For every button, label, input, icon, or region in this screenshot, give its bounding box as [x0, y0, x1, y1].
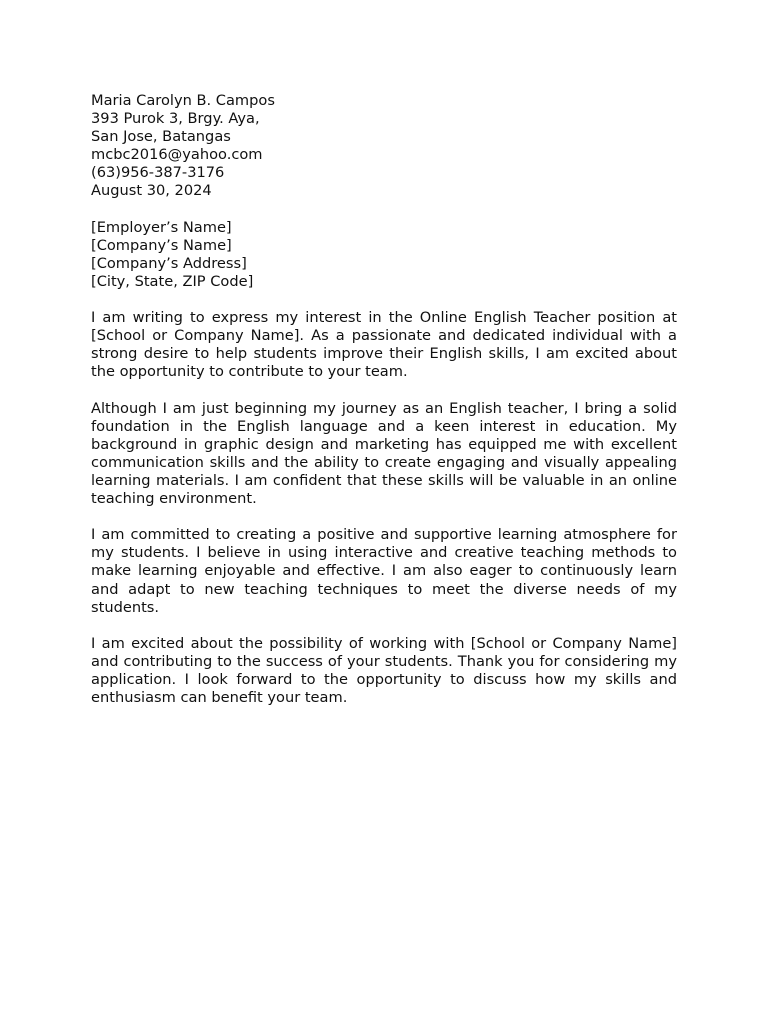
letter-date: August 30, 2024	[91, 182, 212, 200]
sender-name: Maria Carolyn B. Campos	[91, 92, 275, 109]
sender-email: mcbc2016@yahoo.com	[91, 146, 263, 164]
body-paragraph-1: I am writing to express my interest in the Online English Teacher position at [School or Company Name]. As a passionate and dedicated individual with a strong desire to help students improve their English skills, I am excited about the opportunity to contribute to your team.	[91, 309, 677, 381]
sender-block	[91, 92, 677, 201]
sender-address-line-1: 393 Purok 3, Brgy. Aya,	[91, 110, 260, 128]
body-paragraph-3: I am committed to creating a positive and supportive learning atmosphere for my students. I believe in using interactive and creative teaching methods to make learning enjoyable and effective. I am also eager to continuously learn and adapt to new teaching techniques to meet the diverse needs of my students.	[91, 526, 677, 616]
recipient-city-state-zip: [City, State, ZIP Code]	[91, 272, 254, 290]
sender-phone: (63)956-387-3176	[91, 164, 225, 182]
body-paragraph-4: I am excited about the possibility of working with [School or Company Name] and contributing to the success of your students. Thank you for considering my application. I look forward to the opportunity to discuss how my skills and enthusiasm can benefit your team.	[91, 634, 677, 707]
sender-address-line-2: San Jose, Batangas	[91, 128, 231, 146]
recipient-employer-name: [Employer’s Name]	[91, 218, 232, 236]
recipient-company-name: [Company’s Name]	[91, 236, 232, 254]
recipient-block	[91, 219, 677, 291]
recipient-company-address: [Company’s Address]	[91, 254, 247, 272]
body-paragraph-2: Although I am just beginning my journey as an English teacher, I bring a solid foundation in the English language and a keen interest in education. My background in graphic design and marketing has equipped me with excellent communication skills and the ability to create engaging and visually appealing learning materials. I am confident that these skills will be valuable in an online teaching environment.	[91, 399, 677, 508]
cover-letter	[91, 92, 677, 725]
